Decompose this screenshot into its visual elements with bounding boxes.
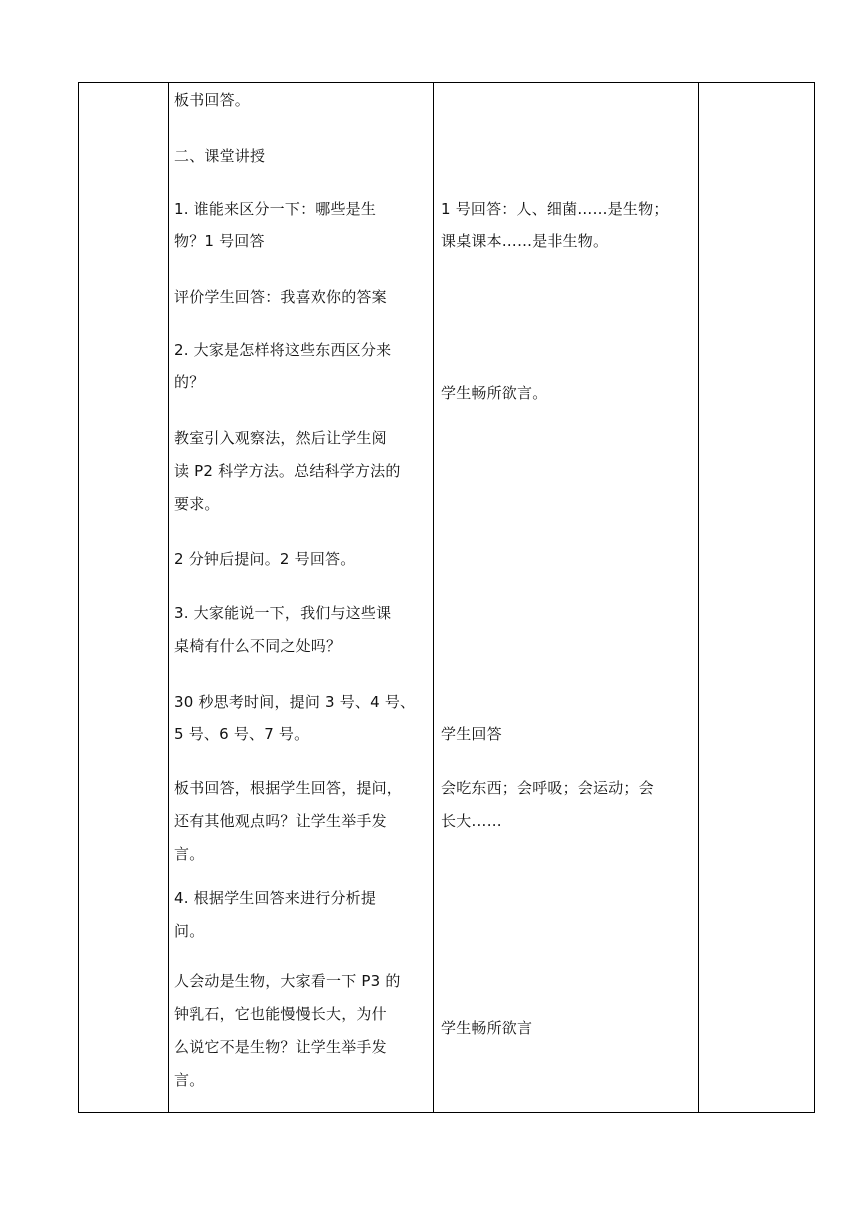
teacher-text-line: 钟乳石，它也能慢慢长大，为什 bbox=[174, 1005, 387, 1023]
teacher-text-line: 言。 bbox=[174, 1071, 205, 1089]
teacher-text-line: 2 分钟后提问。2 号回答。 bbox=[174, 550, 356, 568]
teacher-text-line: 板书回答。 bbox=[174, 91, 251, 109]
teacher-question-line: 1. 谁能来区分一下：哪些是生 bbox=[174, 200, 377, 218]
column-divider-3 bbox=[698, 83, 699, 1112]
teacher-text-line: 5 号、6 号、7 号。 bbox=[174, 725, 310, 743]
column-divider-2 bbox=[433, 83, 434, 1112]
teacher-question-line: 的？ bbox=[174, 373, 205, 391]
teacher-text-line: 评价学生回答：我喜欢你的答案 bbox=[174, 288, 387, 306]
teacher-text-line: 读 P2 科学方法。总结科学方法的 bbox=[174, 462, 401, 480]
teacher-question-line: 2. 大家是怎样将这些东西区分来 bbox=[174, 341, 392, 359]
section-heading: 二、课堂讲授 bbox=[174, 147, 266, 165]
student-response-line: 1 号回答：人、细菌……是生物； bbox=[441, 200, 669, 218]
student-response-line: 学生畅所欲言 bbox=[441, 1019, 533, 1037]
student-response-line: 课桌课本……是非生物。 bbox=[441, 232, 609, 250]
teacher-question-line: 3. 大家能说一下，我们与这些课 bbox=[174, 604, 392, 622]
teacher-text-line: 板书回答，根据学生回答，提问， bbox=[174, 779, 403, 797]
teacher-text-line: 么说它不是生物？让学生举手发 bbox=[174, 1038, 387, 1056]
student-response-line: 会吃东西；会呼吸；会运动；会 bbox=[441, 779, 654, 797]
teacher-question-line: 桌椅有什么不同之处吗？ bbox=[174, 637, 342, 655]
teacher-text-line: 教室引入观察法，然后让学生阅 bbox=[174, 429, 387, 447]
teacher-question-line: 4. 根据学生回答来进行分析提 bbox=[174, 889, 377, 907]
teacher-text-line: 人会动是生物，大家看一下 P3 的 bbox=[174, 972, 401, 990]
column-divider-1 bbox=[168, 83, 169, 1112]
teacher-question-line: 问。 bbox=[174, 922, 205, 940]
teacher-text-line: 30 秒思考时间，提问 3 号、4 号、 bbox=[174, 693, 416, 711]
teacher-text-line: 言。 bbox=[174, 845, 205, 863]
student-response-line: 学生回答 bbox=[441, 725, 502, 743]
teacher-text-line: 要求。 bbox=[174, 495, 220, 513]
teacher-question-line: 物？1 号回答 bbox=[174, 232, 265, 250]
teacher-text-line: 还有其他观点吗？让学生举手发 bbox=[174, 812, 387, 830]
student-response-line: 长大…… bbox=[441, 812, 502, 830]
student-response-line: 学生畅所欲言。 bbox=[441, 384, 548, 402]
